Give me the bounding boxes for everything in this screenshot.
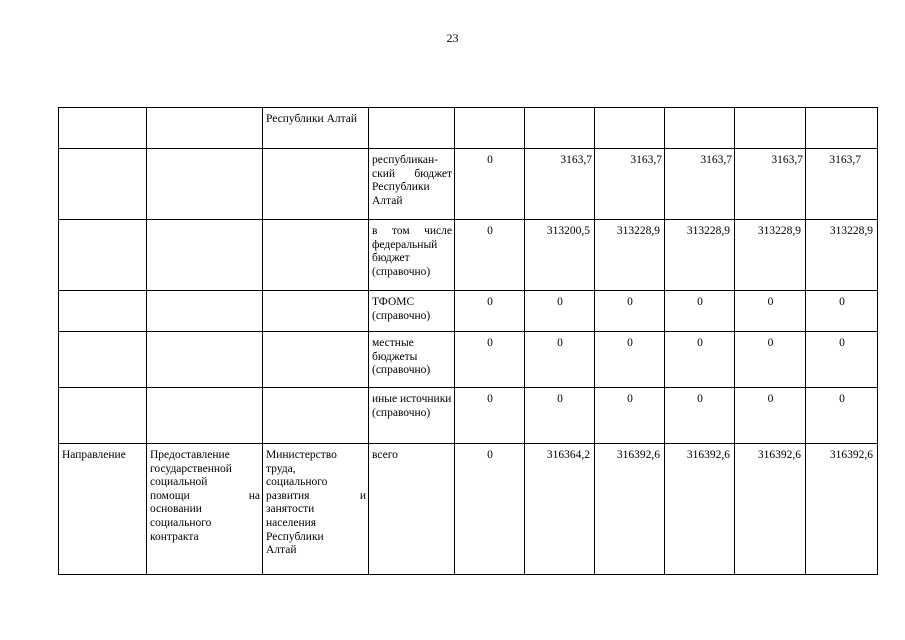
table-cell — [59, 220, 147, 291]
table-cell — [806, 108, 878, 149]
value-cell: 0 — [806, 388, 878, 444]
value-cell: 3163,7 — [735, 149, 806, 220]
executor-line: Республики — [266, 530, 324, 543]
table-cell — [595, 108, 665, 149]
table-row — [59, 332, 878, 388]
table-row — [59, 291, 878, 332]
table-cell — [59, 108, 147, 149]
description-line: контракта — [150, 530, 199, 543]
table-cell — [525, 108, 595, 149]
description-line: Предоставление — [150, 449, 230, 461]
table-cell — [735, 108, 806, 149]
value-cell: 316392,6 — [595, 444, 665, 575]
executor-line: занятости — [266, 503, 315, 516]
executor-cell — [263, 444, 369, 575]
value-cell: 0 — [665, 332, 735, 388]
executor-line — [266, 490, 366, 504]
value-cell: 0 — [665, 388, 735, 444]
description-line — [150, 490, 260, 504]
executor-line: социального — [266, 476, 328, 489]
table-cell — [147, 332, 263, 388]
description-line: государственной — [150, 462, 232, 475]
table-row — [59, 220, 878, 291]
table-cell — [263, 220, 369, 291]
value-cell: 0 — [806, 291, 878, 332]
executor-line: Алтай — [266, 544, 297, 557]
description-line: основании — [150, 503, 202, 516]
value-cell: 3163,7 — [806, 149, 878, 220]
value-cell: 0 — [595, 388, 665, 444]
value-cell: 0 — [455, 149, 525, 220]
value-cell: 313228,9 — [806, 220, 878, 291]
table-cell — [147, 291, 263, 332]
table-cell — [263, 332, 369, 388]
value-cell: 0 — [735, 291, 806, 332]
value-cell: 0 — [525, 388, 595, 444]
table-cell — [59, 388, 147, 444]
funding-source-cell: республикан-ский бюджет Республики Алтай — [369, 149, 455, 220]
value-cell: 0 — [455, 388, 525, 444]
value-cell: 313228,9 — [735, 220, 806, 291]
table-cell — [369, 108, 455, 149]
funding-source-cell: всего — [369, 444, 455, 575]
executor-line: Министерство — [266, 449, 337, 461]
value-cell: 316392,6 — [665, 444, 735, 575]
value-cell: 3163,7 — [595, 149, 665, 220]
table-cell — [147, 149, 263, 220]
funding-source-cell: в том числе федеральный бюджет (справочно) — [369, 220, 455, 291]
executor-line: населения — [266, 516, 317, 529]
table-cell: Республики Алтай — [263, 108, 369, 149]
table-cell — [263, 388, 369, 444]
value-cell: 313228,9 — [665, 220, 735, 291]
table-cell — [147, 108, 263, 149]
table-row — [59, 108, 878, 149]
value-cell: 0 — [525, 332, 595, 388]
value-cell: 3163,7 — [525, 149, 595, 220]
table-cell — [455, 108, 525, 149]
table-cell — [147, 388, 263, 444]
value-cell: 316392,6 — [735, 444, 806, 575]
table-row — [59, 444, 878, 575]
description-word: помощи — [150, 489, 190, 502]
funding-source-cell: иные источники (справочно) — [369, 388, 455, 444]
executor-line: труда, — [266, 462, 296, 475]
direction-cell: Направление — [59, 444, 147, 575]
table-row — [59, 388, 878, 444]
value-cell: 0 — [455, 332, 525, 388]
value-cell: 0 — [455, 444, 525, 575]
value-cell: 0 — [595, 291, 665, 332]
description-cell — [147, 444, 263, 575]
table-cell — [59, 291, 147, 332]
executor-word: развития — [266, 489, 310, 502]
funding-source-cell: ТФОМС (справочно) — [369, 291, 455, 332]
table-cell — [59, 149, 147, 220]
value-cell: 0 — [806, 332, 878, 388]
table-cell — [59, 332, 147, 388]
table-cell — [665, 108, 735, 149]
executor-word: и — [359, 489, 366, 502]
funding-source-cell: местные бюджеты (справочно) — [369, 332, 455, 388]
value-cell: 313228,9 — [595, 220, 665, 291]
description-word: на — [248, 489, 260, 502]
value-cell: 0 — [455, 220, 525, 291]
value-cell: 316364,2 — [525, 444, 595, 575]
budget-table — [58, 107, 878, 575]
description-line: социального — [150, 516, 212, 529]
page-number: 23 — [446, 31, 459, 45]
table-cell — [147, 220, 263, 291]
table-cell — [263, 149, 369, 220]
value-cell: 0 — [595, 332, 665, 388]
table-cell — [263, 291, 369, 332]
value-cell: 0 — [525, 291, 595, 332]
value-cell: 0 — [455, 291, 525, 332]
value-cell: 0 — [735, 388, 806, 444]
value-cell: 3163,7 — [665, 149, 735, 220]
value-cell: 313200,5 — [525, 220, 595, 291]
description-line: социальной — [150, 476, 208, 489]
value-cell: 0 — [735, 332, 806, 388]
table-row — [59, 149, 878, 220]
value-cell: 316392,6 — [806, 444, 878, 575]
value-cell: 0 — [665, 291, 735, 332]
